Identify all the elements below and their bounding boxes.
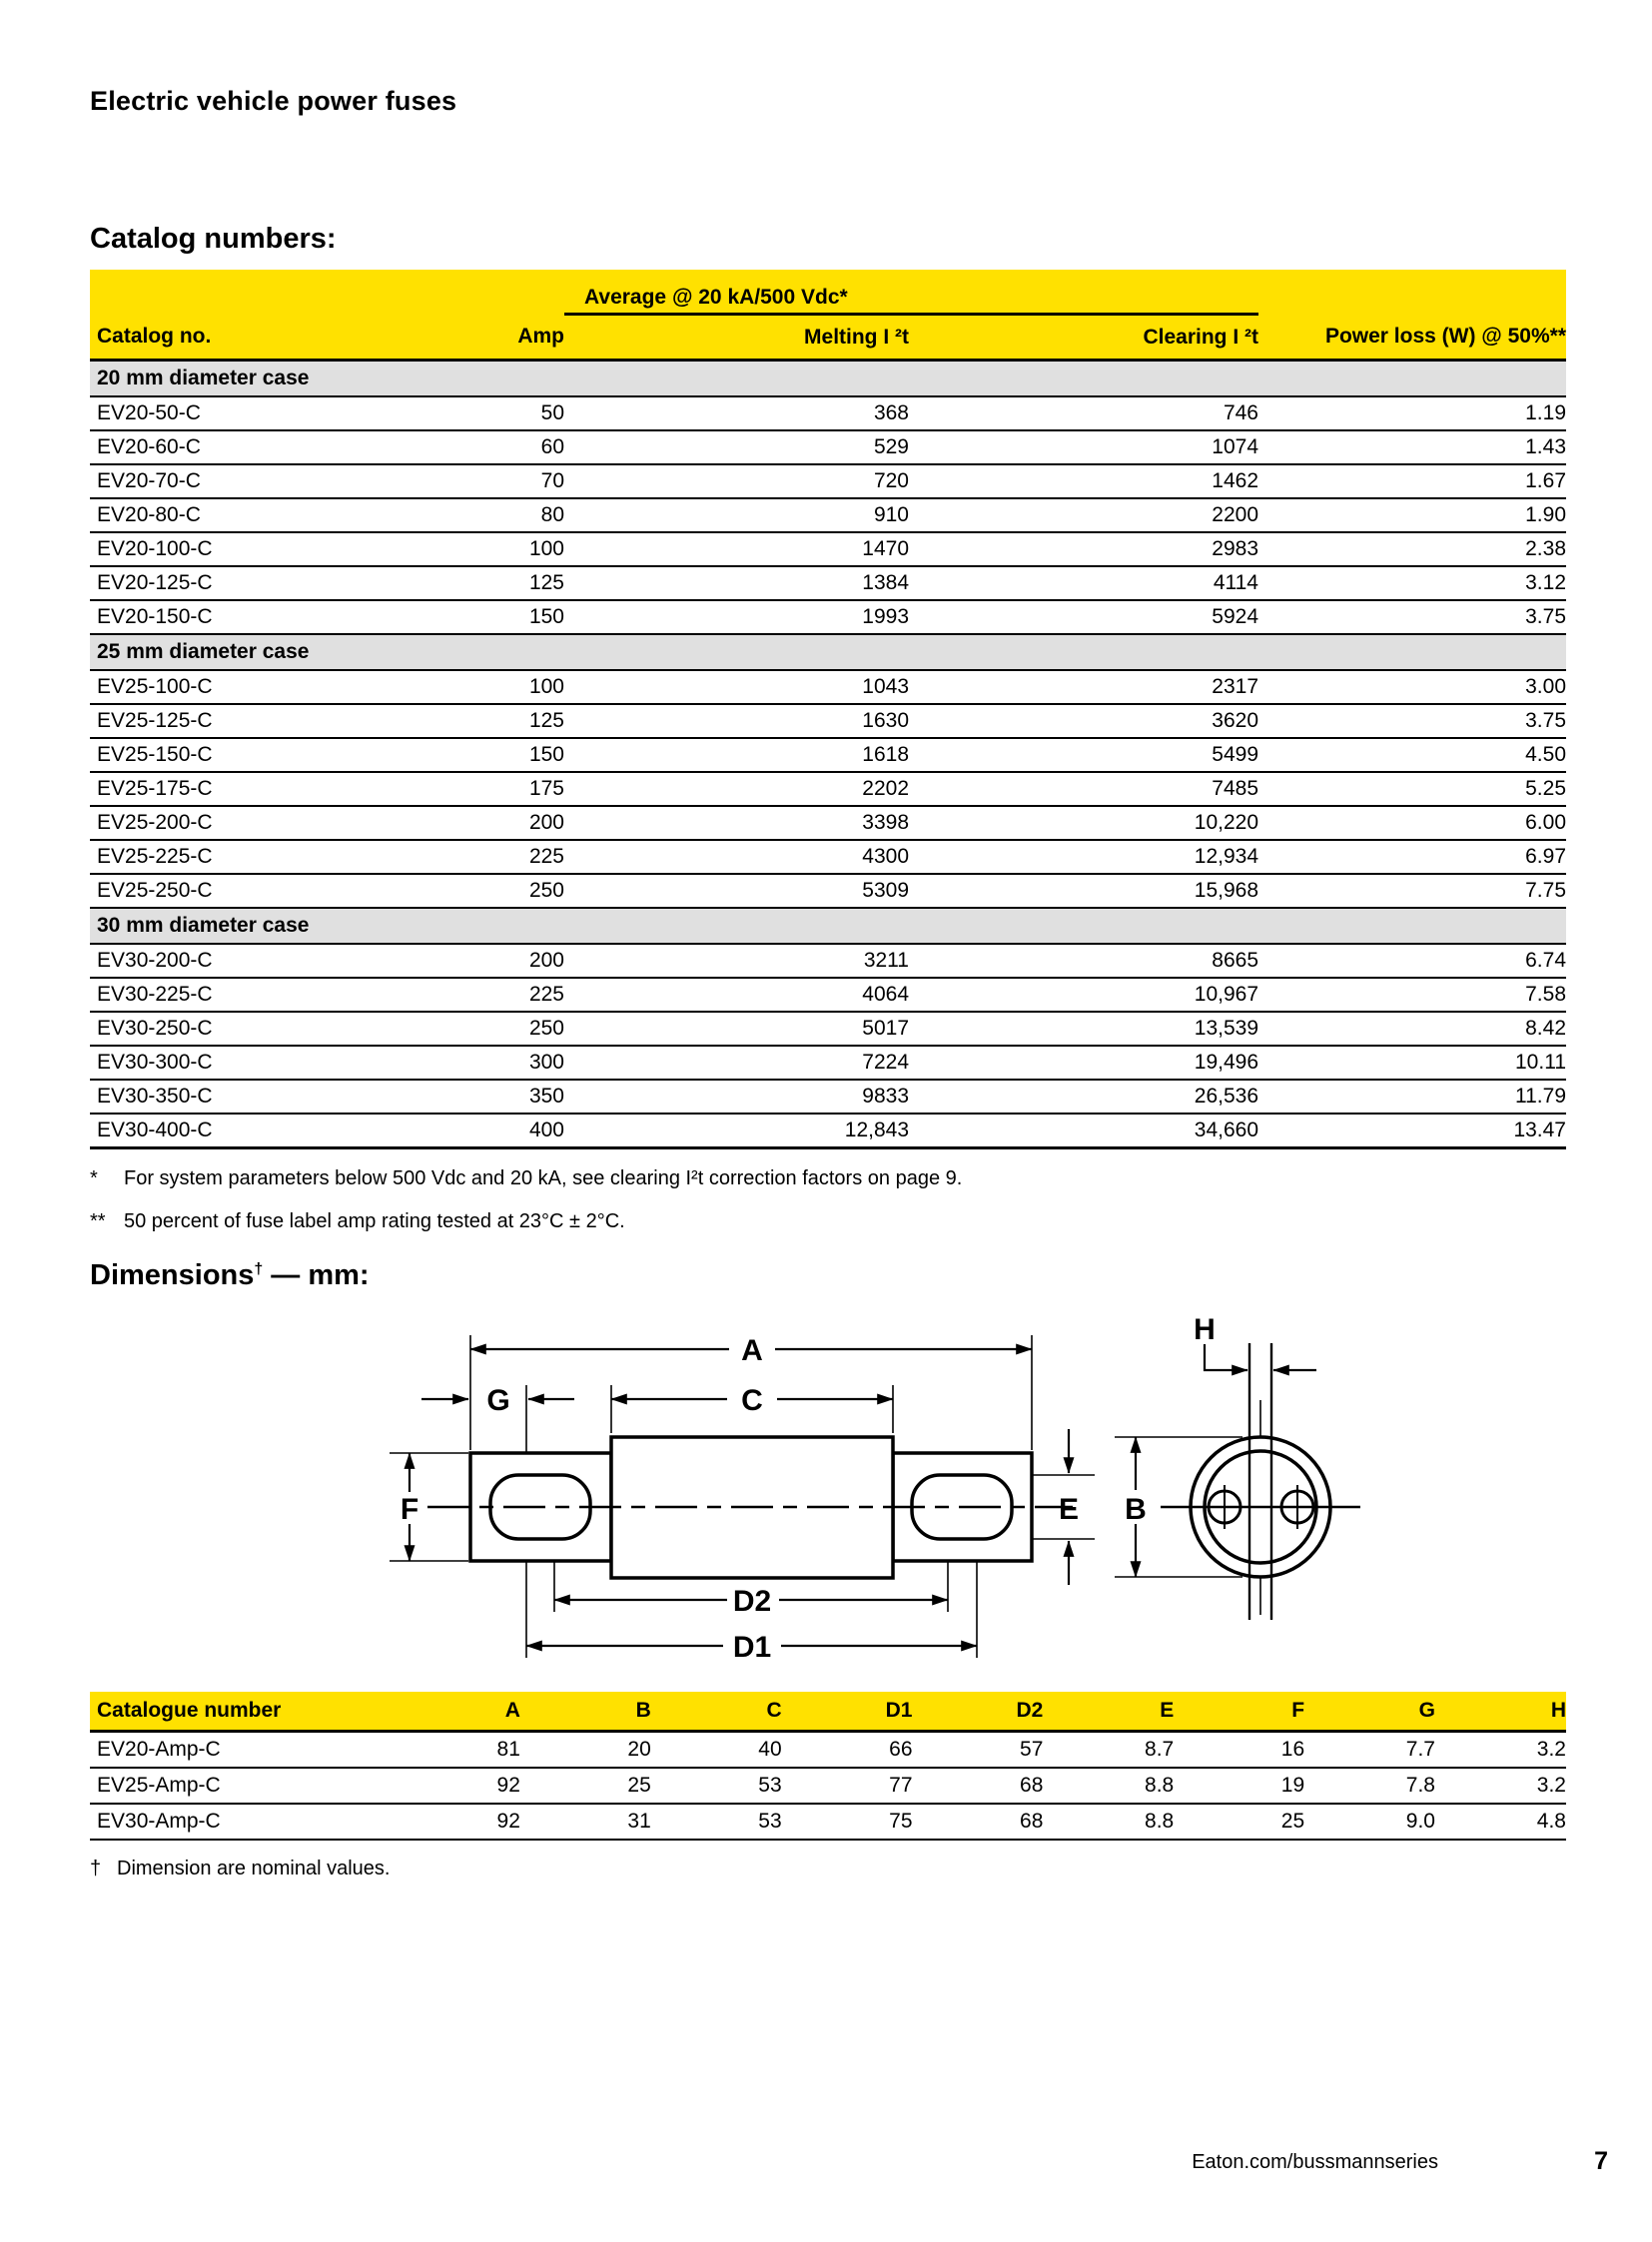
catalog-table-row — [90, 670, 1566, 704]
value-cell: 19,496 — [909, 1046, 1258, 1080]
page-title: Electric vehicle power fuses — [90, 86, 457, 116]
value-cell: 4300 — [564, 840, 909, 874]
value-cell: 200 — [370, 806, 564, 840]
value-cell: 150 — [370, 600, 564, 634]
value-cell: 10,967 — [909, 978, 1258, 1012]
value-cell: 66 — [782, 1732, 913, 1769]
catalog-table-row — [90, 874, 1566, 908]
column-header: Catalog no. — [90, 315, 370, 361]
catalog-table-row — [90, 464, 1566, 498]
catalog-table-head — [90, 270, 1566, 361]
value-cell: 746 — [909, 396, 1258, 430]
value-cell: 4.8 — [1435, 1804, 1566, 1840]
catalog-number-cell: EV30-300-C — [90, 1046, 370, 1080]
value-cell: 68 — [913, 1804, 1044, 1840]
dimensions-table-row — [90, 1804, 1566, 1840]
catalog-column-header-row — [90, 315, 1566, 361]
fuse-dimension-diagram — [260, 1300, 1398, 1678]
value-cell: 250 — [370, 1012, 564, 1046]
average-span-header: Average @ 20 kA/500 Vdc* — [564, 270, 1258, 315]
value-cell: 720 — [564, 464, 909, 498]
dimensions-heading-units: — mm: — [263, 1259, 370, 1291]
value-cell: 1074 — [909, 430, 1258, 464]
dim-label-G: G — [486, 1384, 510, 1417]
value-cell: 175 — [370, 772, 564, 806]
dim-label-B: B — [1125, 1493, 1147, 1526]
dimensions-footnote — [90, 1858, 1566, 1880]
dimensions-table — [90, 1692, 1566, 1841]
catalog-table-row — [90, 806, 1566, 840]
value-cell: 4.50 — [1258, 738, 1566, 772]
value-cell: 125 — [370, 704, 564, 738]
catalog-table-row — [90, 840, 1566, 874]
column-header: H — [1435, 1692, 1566, 1732]
value-cell: 4114 — [909, 566, 1258, 600]
column-header: Catalogue number — [90, 1692, 390, 1732]
catalog-number-cell: EV25-250-C — [90, 874, 370, 908]
value-cell: 200 — [370, 944, 564, 978]
footer-website-text: Eaton.com/bussmannseries — [1192, 2151, 1438, 2173]
value-cell: 9.0 — [1304, 1804, 1435, 1840]
column-header: Clearing I ²t — [909, 315, 1258, 361]
value-cell: 6.97 — [1258, 840, 1566, 874]
catalog-number-cell: EV30-225-C — [90, 978, 370, 1012]
value-cell: 3.75 — [1258, 704, 1566, 738]
value-cell: 2200 — [909, 498, 1258, 532]
column-header: A — [390, 1692, 520, 1732]
value-cell: 12,934 — [909, 840, 1258, 874]
dimensions-table-head — [90, 1692, 1566, 1732]
value-cell: 26,536 — [909, 1080, 1258, 1114]
value-cell: 80 — [370, 498, 564, 532]
value-cell: 8665 — [909, 944, 1258, 978]
column-header: G — [1304, 1692, 1435, 1732]
catalog-table-row — [90, 1080, 1566, 1114]
dimensions-table-row — [90, 1732, 1566, 1769]
value-cell: 40 — [651, 1732, 782, 1769]
column-header: Power loss (W) @ 50%** — [1258, 315, 1566, 361]
value-cell: 53 — [651, 1768, 782, 1804]
catalog-number-cell: EV25-125-C — [90, 704, 370, 738]
value-cell: 77 — [782, 1768, 913, 1804]
catalog-number-cell: EV25-150-C — [90, 738, 370, 772]
dims-column-header-row — [90, 1692, 1566, 1732]
catalog-number-cell: EV20-125-C — [90, 566, 370, 600]
fuse-end-view — [1191, 1343, 1330, 1620]
value-cell: 3.12 — [1258, 566, 1566, 600]
dimensions-heading-text: Dimensions — [90, 1259, 255, 1291]
catalog-numbers-heading: Catalog numbers: — [90, 223, 337, 255]
value-cell: 8.8 — [1043, 1804, 1174, 1840]
dim-label-A: A — [741, 1334, 763, 1367]
value-cell: 4064 — [564, 978, 909, 1012]
value-cell: 3620 — [909, 704, 1258, 738]
value-cell: 910 — [564, 498, 909, 532]
value-cell: 1993 — [564, 600, 909, 634]
footnote-text: 50 percent of fuse label amp rating tested at 23°C ± 2°C. — [124, 1210, 625, 1232]
value-cell: 25 — [520, 1768, 651, 1804]
value-cell: 2202 — [564, 772, 909, 806]
catalog-number-cell: EV30-200-C — [90, 944, 370, 978]
dimensions-footnote-text: Dimension are nominal values. — [117, 1858, 391, 1879]
value-cell: 5924 — [909, 600, 1258, 634]
value-cell: 68 — [913, 1768, 1044, 1804]
catalog-table-row — [90, 1012, 1566, 1046]
dim-label-E: E — [1058, 1493, 1080, 1526]
section-header-row — [90, 361, 1566, 397]
value-cell: 6.00 — [1258, 806, 1566, 840]
value-cell: 8.42 — [1258, 1012, 1566, 1046]
column-header: F — [1174, 1692, 1304, 1732]
value-cell: 92 — [390, 1768, 520, 1804]
catalog-table-row — [90, 498, 1566, 532]
catalog-number-cell: EV25-225-C — [90, 840, 370, 874]
value-cell: 225 — [370, 840, 564, 874]
value-cell: 529 — [564, 430, 909, 464]
value-cell: 7.7 — [1304, 1732, 1435, 1769]
value-cell: 13,539 — [909, 1012, 1258, 1046]
catalog-number-cell: EV20-150-C — [90, 600, 370, 634]
value-cell: 150 — [370, 738, 564, 772]
catalog-number-cell: EV30-250-C — [90, 1012, 370, 1046]
section-label: 20 mm diameter case — [90, 361, 1566, 397]
value-cell: 60 — [370, 430, 564, 464]
footnote-marker: ** — [90, 1210, 106, 1232]
value-cell: 2.38 — [1258, 532, 1566, 566]
column-header: Amp — [370, 315, 564, 361]
page-content — [90, 0, 1566, 1880]
value-cell: 1.43 — [1258, 430, 1566, 464]
value-cell: 3211 — [564, 944, 909, 978]
dim-label-F: F — [400, 1493, 419, 1526]
catalog-number-cell: EV25-200-C — [90, 806, 370, 840]
section-label: 30 mm diameter case — [90, 908, 1566, 944]
value-cell: 53 — [651, 1804, 782, 1840]
footnote-text: For system parameters below 500 Vdc and 20 kA, see clearing I²t correction factors on page 9. — [124, 1167, 963, 1189]
catalog-number-cell: EV20-100-C — [90, 532, 370, 566]
catalog-span-header-row — [90, 270, 1566, 315]
dim-label-D2: D2 — [732, 1585, 772, 1618]
catalog-table-row — [90, 600, 1566, 634]
dimensions-table-row — [90, 1768, 1566, 1804]
value-cell: 3.2 — [1435, 1732, 1566, 1769]
value-cell: 10,220 — [909, 806, 1258, 840]
value-cell: 1462 — [909, 464, 1258, 498]
catalog-table-row — [90, 532, 1566, 566]
column-header: E — [1043, 1692, 1174, 1732]
catalog-number-cell: EV30-400-C — [90, 1114, 370, 1148]
value-cell: 1384 — [564, 566, 909, 600]
value-cell: 1470 — [564, 532, 909, 566]
value-cell: 7.58 — [1258, 978, 1566, 1012]
dimensions-heading — [90, 1259, 1566, 1292]
catalog-number-cell: EV20-60-C — [90, 430, 370, 464]
value-cell: 19 — [1174, 1768, 1304, 1804]
value-cell: 16 — [1174, 1732, 1304, 1769]
catalog-number-cell: EV20-80-C — [90, 498, 370, 532]
catalogue-number-cell: EV20-Amp-C — [90, 1732, 390, 1769]
value-cell: 25 — [1174, 1804, 1304, 1840]
catalog-table-row — [90, 1046, 1566, 1080]
catalog-table-row — [90, 944, 1566, 978]
catalog-table-row — [90, 978, 1566, 1012]
catalog-table-row — [90, 566, 1566, 600]
value-cell: 7.8 — [1304, 1768, 1435, 1804]
catalog-table — [90, 270, 1566, 1149]
value-cell: 3.75 — [1258, 600, 1566, 634]
value-cell: 1618 — [564, 738, 909, 772]
value-cell: 31 — [520, 1804, 651, 1840]
footnote-clearing-correction — [90, 1165, 1566, 1192]
value-cell: 2317 — [909, 670, 1258, 704]
value-cell: 50 — [370, 396, 564, 430]
catalog-number-cell: EV20-70-C — [90, 464, 370, 498]
value-cell: 1.19 — [1258, 396, 1566, 430]
value-cell: 100 — [370, 532, 564, 566]
page-footer — [0, 2147, 1652, 2187]
value-cell: 225 — [370, 978, 564, 1012]
value-cell: 7485 — [909, 772, 1258, 806]
catalog-table-row — [90, 396, 1566, 430]
catalog-number-cell: EV20-50-C — [90, 396, 370, 430]
value-cell: 1.67 — [1258, 464, 1566, 498]
catalogue-number-cell: EV30-Amp-C — [90, 1804, 390, 1840]
value-cell: 3.00 — [1258, 670, 1566, 704]
value-cell: 75 — [782, 1804, 913, 1840]
value-cell: 7.75 — [1258, 874, 1566, 908]
value-cell: 57 — [913, 1732, 1044, 1769]
dim-label-C: C — [741, 1384, 763, 1417]
catalog-table-row — [90, 704, 1566, 738]
empty-header-cell — [90, 270, 564, 315]
column-header: D1 — [782, 1692, 913, 1732]
fuse-technical-drawing — [260, 1300, 1398, 1678]
dim-label-H: H — [1194, 1313, 1216, 1346]
catalog-number-cell: EV25-100-C — [90, 670, 370, 704]
dagger-superscript: † — [254, 1260, 264, 1278]
value-cell: 300 — [370, 1046, 564, 1080]
catalog-table-row — [90, 738, 1566, 772]
catalog-table-row — [90, 430, 1566, 464]
dims-table-body — [90, 1732, 1566, 1841]
column-header: B — [520, 1692, 651, 1732]
value-cell: 81 — [390, 1732, 520, 1769]
value-cell: 5.25 — [1258, 772, 1566, 806]
value-cell: 70 — [370, 464, 564, 498]
value-cell: 11.79 — [1258, 1080, 1566, 1114]
value-cell: 8.8 — [1043, 1768, 1174, 1804]
value-cell: 1630 — [564, 704, 909, 738]
column-header: C — [651, 1692, 782, 1732]
value-cell: 92 — [390, 1804, 520, 1840]
value-cell: 8.7 — [1043, 1732, 1174, 1769]
value-cell: 2983 — [909, 532, 1258, 566]
footnote-power-loss-test — [90, 1208, 1566, 1235]
value-cell: 34,660 — [909, 1114, 1258, 1148]
empty-header-cell — [1258, 270, 1566, 315]
value-cell: 125 — [370, 566, 564, 600]
value-cell: 9833 — [564, 1080, 909, 1114]
value-cell: 15,968 — [909, 874, 1258, 908]
value-cell: 5017 — [564, 1012, 909, 1046]
column-header: Melting I ²t — [564, 315, 909, 361]
value-cell: 400 — [370, 1114, 564, 1148]
catalog-table-row — [90, 772, 1566, 806]
footnote-marker: * — [90, 1167, 98, 1189]
value-cell: 250 — [370, 874, 564, 908]
value-cell: 100 — [370, 670, 564, 704]
dagger-marker: † — [90, 1858, 102, 1879]
value-cell: 368 — [564, 396, 909, 430]
value-cell: 1.90 — [1258, 498, 1566, 532]
value-cell: 3.2 — [1435, 1768, 1566, 1804]
value-cell: 10.11 — [1258, 1046, 1566, 1080]
value-cell: 3398 — [564, 806, 909, 840]
value-cell: 13.47 — [1258, 1114, 1566, 1148]
dim-label-D1: D1 — [732, 1631, 772, 1664]
page-number: 7 — [1594, 2147, 1608, 2175]
value-cell: 5309 — [564, 874, 909, 908]
catalog-table-row — [90, 1114, 1566, 1148]
catalogue-number-cell: EV25-Amp-C — [90, 1768, 390, 1804]
value-cell: 20 — [520, 1732, 651, 1769]
column-header: D2 — [913, 1692, 1044, 1732]
catalog-table-body — [90, 361, 1566, 1148]
catalog-number-cell: EV25-175-C — [90, 772, 370, 806]
section-header-row — [90, 908, 1566, 944]
section-header-row — [90, 634, 1566, 670]
section-label: 25 mm diameter case — [90, 634, 1566, 670]
value-cell: 5499 — [909, 738, 1258, 772]
value-cell: 12,843 — [564, 1114, 909, 1148]
catalog-number-cell: EV30-350-C — [90, 1080, 370, 1114]
value-cell: 6.74 — [1258, 944, 1566, 978]
value-cell: 350 — [370, 1080, 564, 1114]
value-cell: 7224 — [564, 1046, 909, 1080]
value-cell: 1043 — [564, 670, 909, 704]
